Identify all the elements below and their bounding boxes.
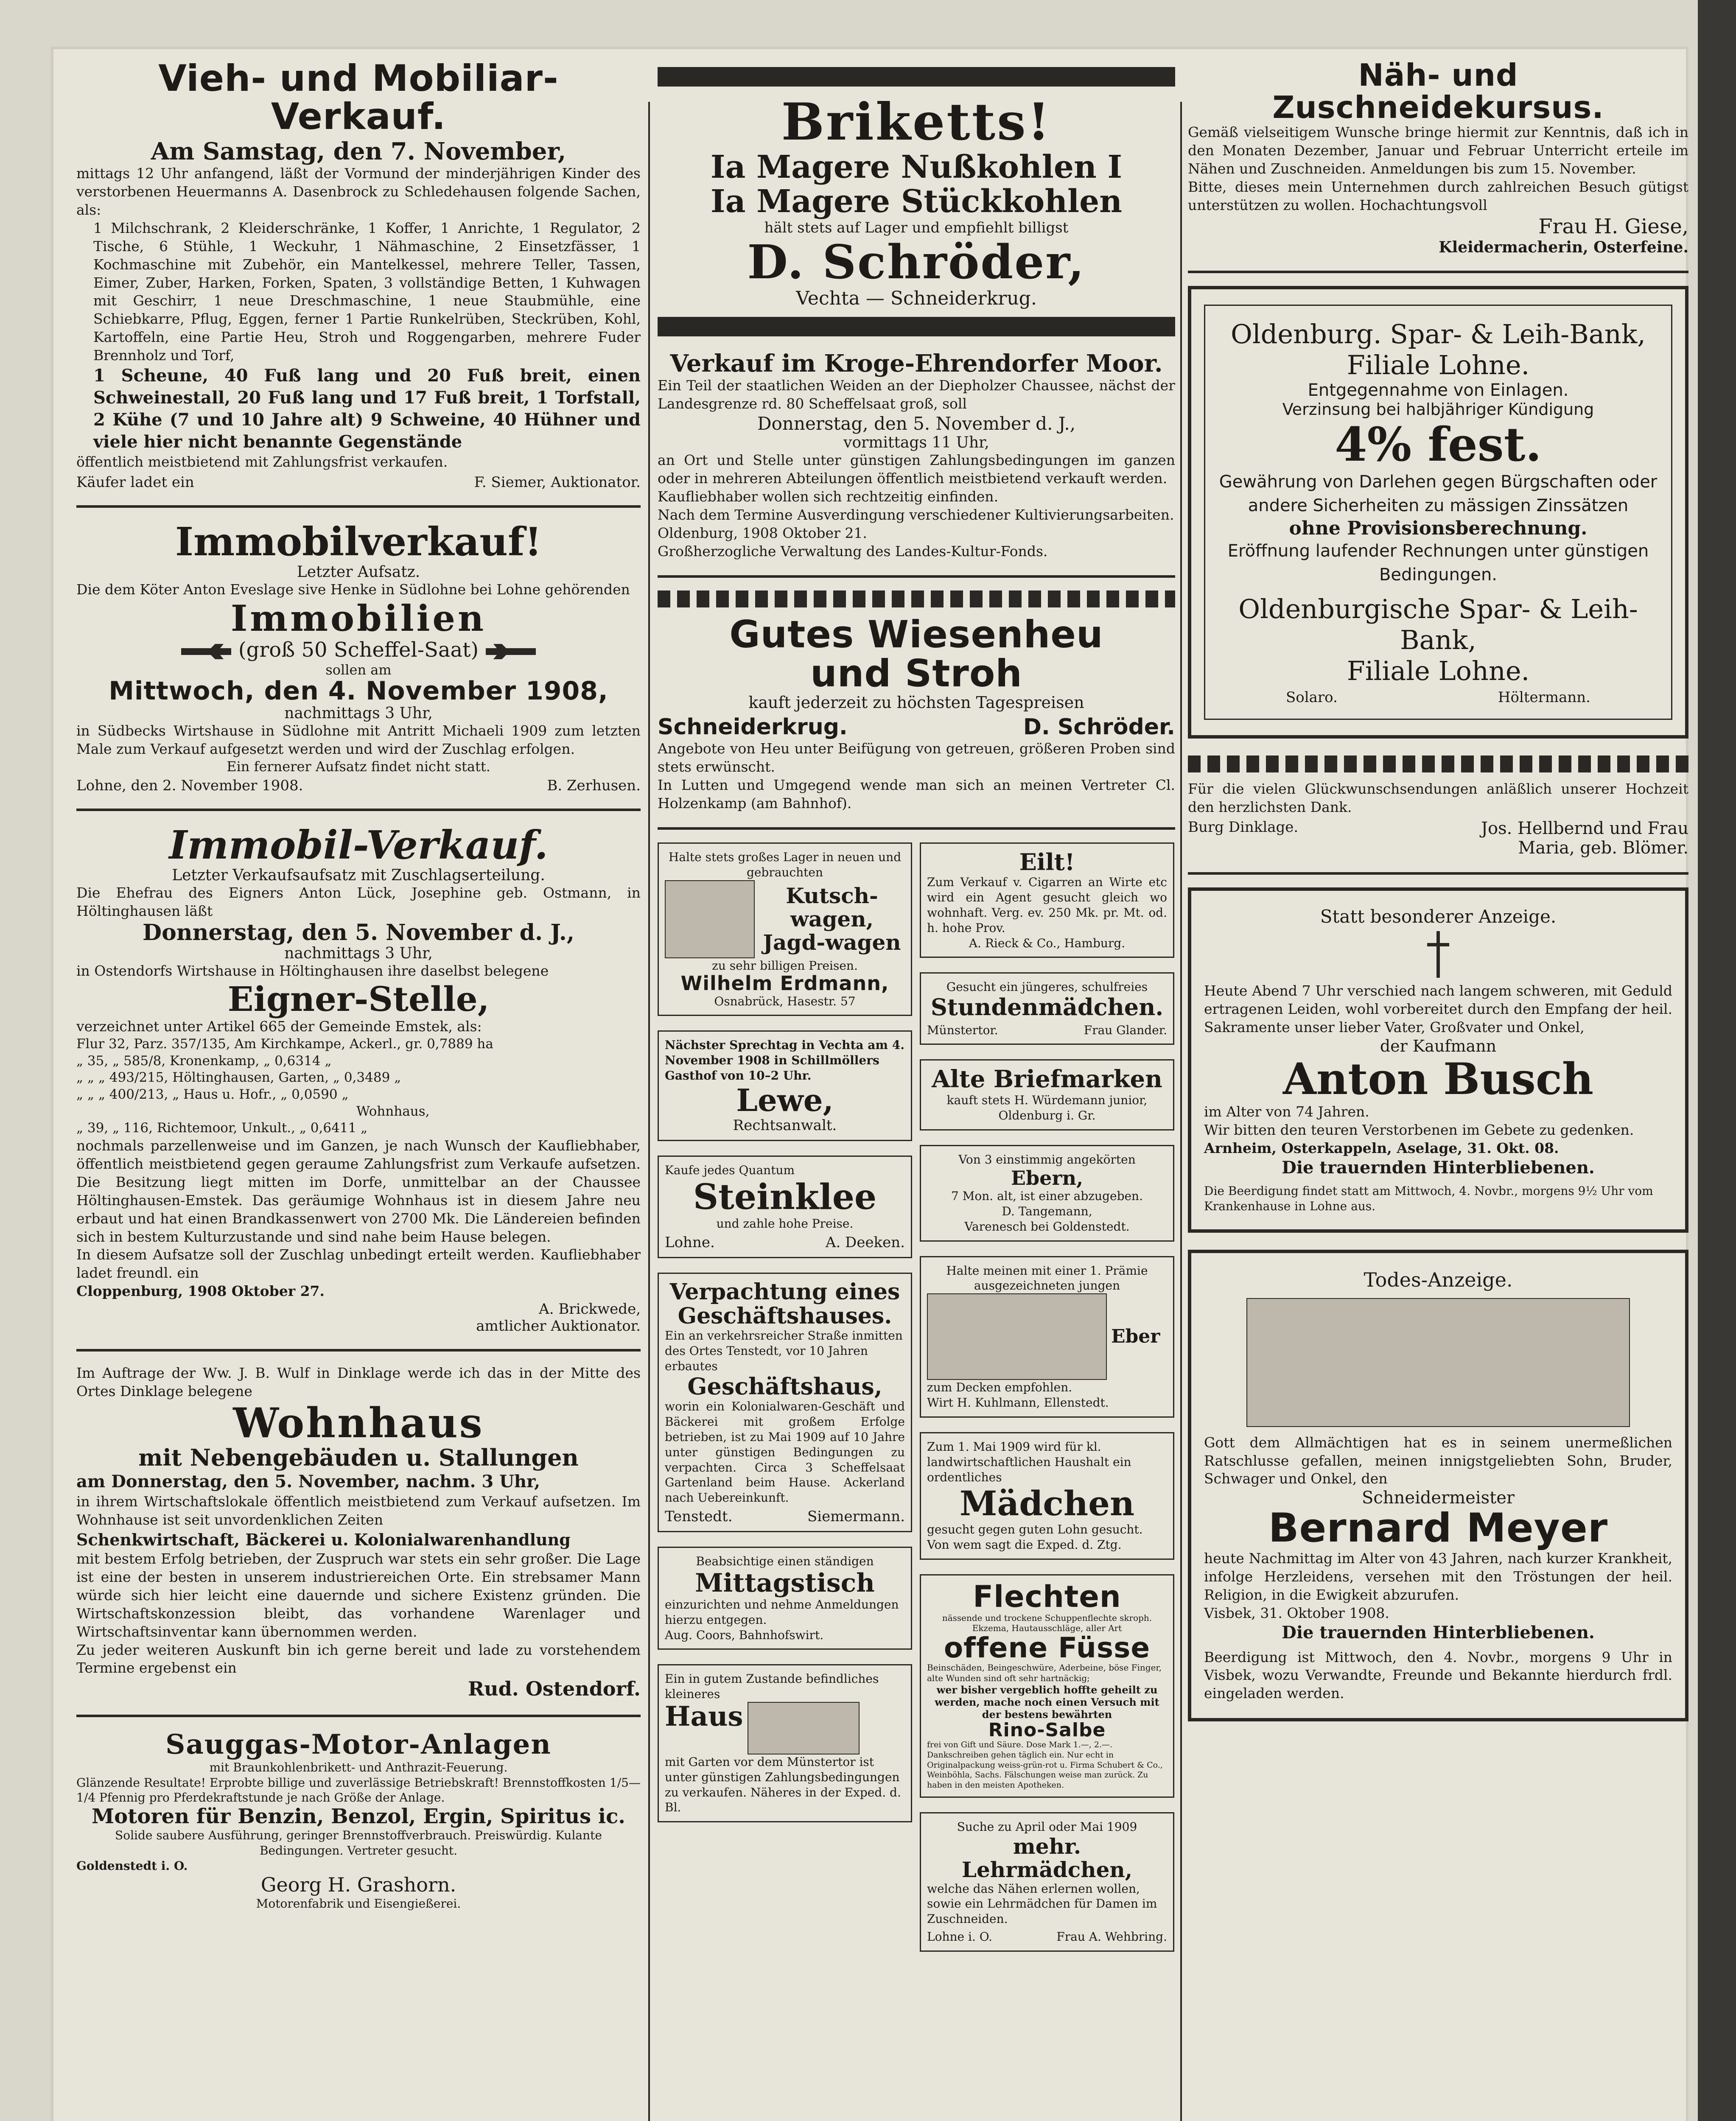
ad-l4: ohne Provisionsberechnung. (1289, 517, 1588, 539)
ad-title2: Filiale Lohne. (1347, 349, 1530, 381)
ad-title: Verkauf im Kroge-Ehrendorfer Moor. (670, 349, 1163, 378)
ad-sub: mit Braunkohlenbrikett- und Anthrazit-Feuerung. (209, 1760, 508, 1774)
ad-w2: Jagd-wagen (763, 930, 901, 955)
sig-right: Frau Glander. (1084, 1023, 1167, 1037)
ad-big: Steinklee (693, 1176, 877, 1217)
ad-place: Goldenstedt i. O. (76, 1858, 188, 1873)
sig-right: A. Deeken. (825, 1234, 905, 1251)
ad-title: Statt besonderer Anzeige. (1320, 906, 1557, 927)
ad-body2: wer bisher vergeblich hoffte geheilt zu werden, mache noch einen Versuch mit der bestens bewährten (935, 1683, 1159, 1721)
ad-price: zu sehr billigen Preisen. (712, 958, 858, 973)
divider (658, 827, 1175, 830)
ad-body: kauft stets H. Würdemann junior, Oldenburg i. Gr. (946, 1093, 1148, 1122)
ad-bernard-meyer (1188, 1250, 1688, 1722)
flur-list (76, 1036, 641, 1137)
ad-wohnhaus (76, 1364, 641, 1700)
ad-big: Ebern, (1011, 1166, 1084, 1189)
small-ads-grid (658, 842, 1175, 1966)
ad-signature: Die trauernden Hinterbliebenen. (1282, 1622, 1595, 1643)
ad-body: Für die vielen Glückwunschsendungen anläßlich unserer Hochzeit den herzlichsten Dank. (1188, 780, 1688, 815)
ad-eber (920, 1256, 1174, 1418)
ad-title2: und Stroh (810, 651, 1022, 695)
ad-line2: Ia Magere Stückkohlen (710, 183, 1123, 220)
divider (76, 505, 641, 508)
ad-signature: A. Rieck & Co., Hamburg. (969, 936, 1126, 950)
ad-spar-leih-bank (1188, 286, 1688, 739)
ad-body3: Die Beerdigung findet statt am Mittwoch, 4. Novbr., morgens 9½ Uhr vom Krankenhause in Lohne aus. (1204, 1184, 1653, 1213)
ad-body2: In Lutten und Umgegend wende man sich an meinen Vertreter Cl. Holzenkamp (am Bahnhof). (658, 777, 1175, 811)
ad-sub: hält stets auf Lager und empfiehlt billigst (764, 219, 1069, 236)
ad-big: Stundenmädchen. (930, 993, 1164, 1021)
ad-body: Zum 1. Mai 1909 wird für kl. landwirtschaftlichen Haushalt ein ordentliches (927, 1439, 1131, 1484)
ad-signature: D. Tangemann, (1002, 1204, 1092, 1218)
ad-l3: Gewährung von Darlehen gegen Bürgschaften oder andere Sicherheiten zu mässigen Zinssätzen (1219, 472, 1658, 515)
ad-place: Cloppenburg, 1908 Oktober 27. (76, 1283, 325, 1300)
ad-title: Eilt! (1019, 848, 1075, 876)
ad-big: Bernard Meyer (1268, 1505, 1608, 1552)
ad-body: mittags 12 Uhr anfangend, läßt der Vormund der minderjährigen Kinder des verstorbenen Heuermanns A. Dasenbrock zu Schledehausen folgende Sachen, als: (76, 165, 641, 218)
ad-body: Angebote von Heu unter Beifügung von getreuen, größeren Proben sind stets erwünscht. (658, 740, 1175, 775)
sig-left: Solaro. (1286, 688, 1338, 706)
ad-top: Beabsichtige einen ständigen (696, 1554, 874, 1569)
ad-body3: frei von Gift und Säure. Dose Mark 1.—, 2.—. Dankschreiben gehen täglich ein. Nur echt in Originalpackung weiss-grün-rot u. Firma Schubert & Co., Weinböhla, Sachs. Fälschungen weise man zurück. Zu haben in den meisten Apotheken. (927, 1740, 1163, 1790)
flur-row: Wohnhaus, (356, 1103, 430, 1119)
ad-signature2: Maria, geb. Blömer. (1518, 838, 1688, 858)
sig-right: Jos. Hellbernd und Frau (1481, 819, 1688, 839)
ad-time: nachmittags 3 Uhr, (284, 705, 433, 722)
column-1 (76, 59, 641, 2121)
divider (658, 575, 1175, 578)
small-ads-left (658, 842, 912, 1966)
ad-body2: welche das Nähen erlernen wollen, sowie ein Lehrmädchen für Damen im Zuschneiden. (927, 1881, 1157, 1926)
ad-body3: Kaufliebhaber wollen sich rechtzeitig einfinden. (658, 488, 999, 505)
divider (76, 1349, 641, 1352)
ad-haus (658, 1664, 912, 1822)
ad-stundenmaedchen (920, 972, 1174, 1045)
ad-body: Im Auftrage der Ww. J. B. Wulf in Dinklage werde ich das in der Mitte des Ortes Dinklage belegene (76, 1365, 641, 1399)
ad-body: und zahle hohe Preise. (716, 1217, 854, 1231)
sig-right: Frau A. Wehbring. (1056, 1930, 1167, 1944)
ad-items: 1 Milchschrank, 2 Kleiderschränke, 1 Koffer, 1 Anrichte, 1 Regulator, 2 Tische, 6 Stühle, 1 Weckuhr, 1 Nähmaschine, 2 Einsetzfässer, 1 Kochmaschine mit Zubehör, ein Mantelkessel, mehrere Teller, Tassen, Eimer, Zuber, Harken, Forken, Spaten, 3 vollständige Betten, 1 Kuhwagen mit Geschirr, 1 neue Dreschmaschine, 1 neue Staubmühle, eine Schiebkarre, Pflug, Eggen, ferner 1 Partie Runkelrüben, Steckrüben, Kohl, Kartoffeln, eine Partie Heu, Stroh und Roggengarben, mehrere Fuder Brennholz und Torf, (93, 219, 641, 364)
sig-right: B. Zerhusen. (547, 777, 641, 795)
house-image (748, 1702, 860, 1754)
ad-title: Vieh- und Mobiliar-Verkauf. (158, 59, 559, 138)
ad-big2: offene Füsse (944, 1631, 1151, 1664)
ad-signature-role: Motorenfabrik und Eisengießerei. (256, 1897, 461, 1911)
pointing-hand-right-icon (181, 642, 232, 661)
sig-role: amtlicher Auktionator. (476, 1318, 641, 1335)
ad-immobil-verkauf (76, 824, 641, 1335)
ad-kroge-moor (658, 351, 1175, 561)
sig-left: Käufer ladet ein (76, 473, 194, 491)
ad-l2: Verzinsung bei halbjähriger Kündigung (1282, 400, 1594, 419)
ad-big3: Rino-Salbe (988, 1719, 1106, 1741)
ad-date: Mittwoch, den 4. November 1908, (109, 676, 608, 706)
black-bar (658, 317, 1175, 336)
ad-body2: mit Garten vor dem Münstertor ist unter günstigen Zahlungsbedingungen zu verkaufen. Näheres in der Exped. d. Bl. (665, 1754, 901, 1815)
ad-anton-busch (1188, 887, 1688, 1232)
ad-place: Oldenburg, 1908 Oktober 21. (658, 524, 867, 541)
ad-briefmarken (920, 1059, 1174, 1130)
ad-body2: gesucht gegen guten Lohn gesucht. Von wem sagt die Exped. d. Ztg. (927, 1522, 1143, 1552)
ad-sub: der Kaufmann (1380, 1037, 1497, 1056)
divider (1188, 872, 1688, 875)
ad-footer1: Oldenburgische Spar- & Leih-Bank, (1238, 593, 1638, 655)
divider (1188, 271, 1688, 273)
ad-signature (76, 474, 641, 491)
ad-bold: Motoren für Benzin, Benzol, Ergin, Spiritus ic. (91, 1805, 626, 1829)
column-2 (658, 59, 1175, 2121)
ad-big: Mittagstisch (695, 1568, 875, 1598)
ad-signature: Frau H. Giese, (1538, 214, 1688, 238)
ad-title: Todes-Anzeige. (1364, 1268, 1513, 1291)
ad-body3: verzeichnet unter Artikel 665 der Gemeinde Emstek, als: (76, 1018, 482, 1035)
ad-sig-row (665, 1234, 905, 1251)
sig-right: F. Siemer, Auktionator. (474, 473, 641, 491)
ad-title: Immobil-Verkauf. (169, 822, 548, 868)
flur-row: „ 39, „ 116, Richtemoor, Unkult., „ 0,6411 „ (76, 1120, 368, 1136)
ad-body: zum Decken empfohlen. (927, 1380, 1072, 1395)
ad-signature: Georg H. Grashorn. (260, 1873, 456, 1897)
sig-right: Höltermann. (1498, 688, 1590, 706)
ad-hochzeitsdank (1188, 780, 1688, 858)
ad-lewe (658, 1030, 912, 1141)
ad-big: Immobilien (230, 597, 487, 639)
ad-signature: Großherzogliche Verwaltung des Landes-Kultur-Fonds. (658, 543, 1048, 560)
ad-big: Alte Briefmarken (932, 1065, 1162, 1094)
ad-body2: in ihrem Wirtschaftslokale öffentlich meistbietend zum Verkauf aufsetzen. Im Wohnhause ist seit unvordenklichen Zeiten (76, 1493, 641, 1528)
ad-signature: Die trauernden Hinterbliebenen. (1282, 1157, 1595, 1178)
ad-signature: Aug. Coors, Bahnhofswirt. (665, 1628, 824, 1642)
ad-body: Heute Abend 7 Uhr verschied nach langem schweren, mit Geduld ertragenen Leiden, wohl vorbereitet durch den Empfang der heil. Sakramente unser lieber Vater, Großvater und Onkel, (1204, 982, 1672, 1036)
ad-body: Glänzende Resultate! Erprobte billige und zuverlässige Betriebskraft! Brennstoffkosten 1/5—1/4 Pfennig pro Pferdekraftstunde je nach Größe der Anlage. (76, 1775, 641, 1805)
ad-signature: Wirt H. Kuhlmann, Ellenstedt. (927, 1396, 1109, 1410)
sig-right: D. Schröder. (1023, 714, 1175, 740)
ad-verpachtung (658, 1273, 912, 1532)
ad-body2: an Ort und Stelle unter günstigen Zahlungsbedingungen im ganzen oder in mehreren Abteilungen öffentlich meistbietend verkauft werden. (658, 452, 1175, 487)
sig-right: Siemermann. (807, 1508, 905, 1525)
ad-top: Kaufe jedes Quantum (665, 1163, 795, 1178)
ad-bold-items: 1 Scheune, 40 Fuß lang und 20 Fuß breit, einen Schweinestall, 20 Fuß lang und 17 Fuß breit, 1 Torfstall, 2 Kühe (7 und 10 Jahre alt) 9 Schweine, 40 Hühner und viele hier nicht benannte Gegenstände (93, 365, 641, 452)
ad-sig-row (927, 1929, 1167, 1945)
ad-body: Die Ehefrau des Eigners Anton Lück, Josephine geb. Ostmann, in Höltinghausen läßt (76, 884, 641, 920)
divider (76, 1715, 641, 1717)
ad-date: Donnerstag, den 5. November d. J., (757, 413, 1076, 434)
ad-age: im Alter von 74 Jahren. (1204, 1103, 1369, 1120)
ad-sig-row (658, 714, 1175, 740)
ad-eilt (920, 842, 1174, 958)
ad-steinklee (658, 1156, 912, 1258)
ad-title: Rechtsanwalt. (733, 1117, 837, 1134)
boar-image (927, 1293, 1107, 1380)
column-rule-2 (1180, 102, 1182, 2121)
ad-mittagstisch (658, 1547, 912, 1650)
ad-body2: 7 Mon. alt, ist einer abzugeben. (951, 1189, 1143, 1203)
ad-briketts (658, 67, 1175, 336)
flur-row: Flur 32, Parz. 357/135, Am Kirchkampe, Ackerl., gr. 0,7889 ha (76, 1036, 493, 1052)
ad-sub: Letzter Aufsatz. (297, 563, 420, 581)
ad-big: Eigner-Stelle, (227, 979, 490, 1019)
ad-vieh-mobiliar (76, 59, 641, 491)
ad-body3: mit bestem Erfolg betrieben, der Zuspruch war stets ein sehr großer. Die Lage ist eine der besten in unserem industriereichen Orte. Ein strebsamer Mann würde sich hier leicht eine dauernde und sichere Existenz gründen. Die Wirtschaftskonzession bleibt, das vorhandene Warenlager und Wirtschaftsinventar kann übernommen werden. (76, 1550, 641, 1640)
ad-top: Gesucht ein jüngeres, schulfreies (946, 980, 1148, 994)
ad-body2: Wir bitten den teuren Verstorbenen im Gebete zu gedenken. (1204, 1122, 1634, 1139)
ad-body2: Bitte, dieses mein Unternehmen durch zahlreichen Besuch gütigst unterstützen zu wollen. Hochachtungsvoll (1188, 178, 1688, 213)
ad-title: Briketts! (781, 92, 1052, 152)
ad-big: Anton Busch (1282, 1054, 1594, 1105)
ad-place: Arnheim, Osterkappeln, Aselage, 31. Okt. 08. (1204, 1140, 1559, 1157)
small-ads-right (920, 842, 1174, 1966)
scan-gutter (1698, 0, 1736, 2121)
flur-row: „ „ „ 493/215, Höltinghausen, Garten, „ 0,3489 „ (76, 1070, 401, 1086)
flur-row: „ 35, „ 585/8, Kronenkamp, „ 0,6314 „ (76, 1053, 332, 1069)
ad-body2: worin ein Kolonialwaren-Geschäft und Bäckerei mit großem Erfolge betrieben, ist zu Mai 1909 auf 10 Jahre unter günstigen Bedingungen zu verpachten. Circa 3 Scheffelsaat Gartenland beim Hause. Ackerland nach Uebereinkunft. (665, 1399, 905, 1505)
ad-body: Suche zu April oder Mai 1909 (957, 1819, 1137, 1834)
ad-body: Beinschäden, Beingeschwüre, Aderbeine, böse Finger, alte Wunden sind oft sehr hartnäckig; (927, 1662, 1162, 1683)
ad-big1: Flechten (973, 1579, 1121, 1615)
ad-sauggas (76, 1730, 641, 1911)
ad-big: mehr. Lehrmädchen, (961, 1833, 1133, 1882)
sig-left: Schneiderkrug. (658, 714, 848, 740)
ad-sub: Schneidermeister (1362, 1488, 1515, 1508)
ad-addr: Osnabrück, Hasestr. 57 (714, 994, 856, 1008)
ad-size-text: (groß 50 Scheffel-Saat) (238, 638, 479, 662)
ad-body2: Solide saubere Ausführung, geringer Brennstoffverbrauch. Preiswürdig. Kulante Bedingungen. Vertreter gesucht. (115, 1828, 602, 1858)
ad-signature: Rud. Ostendorf. (468, 1677, 641, 1701)
ad-name: Lewe, (736, 1082, 834, 1118)
ad-flechten (920, 1574, 1174, 1798)
ad-top: Halte stets großes Lager in neuen und gebrauchten (668, 850, 902, 879)
ad-wiesenheu (658, 590, 1175, 813)
sig-left: Burg Dinklage. (1188, 819, 1299, 836)
ad-lehrmaedchen (920, 1812, 1174, 1952)
ad-body: Nächster Sprechtag in Vechta am 4. November 1908 in Schillmöllers Gasthof von 10–2 Uhr. (665, 1038, 905, 1083)
ad-big: Haus (665, 1700, 743, 1732)
ad-title: Verpachtung eines Geschäftshauses. (669, 1279, 900, 1329)
ad-sub: mit Nebengebäuden u. Stallungen (138, 1444, 579, 1472)
ad-l5: Eröffnung laufender Rechnungen unter günstigen Bedingungen. (1227, 541, 1649, 585)
ad-body: Ein Teil der staatlichen Weiden an der Diepholzer Chaussee, nächst der Landesgrenze rd. 80 Scheffelsaat groß, soll (658, 377, 1175, 412)
ad-sig-row (1218, 689, 1658, 706)
ad-w1: Kutsch-wagen, (786, 883, 878, 932)
ad-place: Vechta — Schneiderkrug. (796, 287, 1037, 309)
sig-left: Lohne i. O. (927, 1930, 992, 1944)
ad-kutschwagen (658, 842, 912, 1016)
black-bar (658, 67, 1175, 87)
ad-name: Wilhelm Erdmann, (680, 972, 889, 995)
flur-row: „ „ „ 400/213, „ Haus u. Hofr., „ 0,0590 „ (76, 1087, 349, 1102)
ad-big: Wohnhaus (233, 1399, 484, 1447)
ad-date: am Donnerstag, den 5. November, nachm. 3 Uhr, (76, 1471, 540, 1491)
mourning-cross-image (1246, 1298, 1630, 1427)
ad-title: Näh- und Zuschneidekursus. (1272, 59, 1604, 125)
ad-line1: Ia Magere Nußkohlen I (710, 149, 1123, 185)
ad-signature (76, 1301, 641, 1335)
sig-name: A. Brickwede, (539, 1301, 641, 1318)
ad-sollen: sollen am (325, 662, 392, 678)
ad-naehkursus (1188, 59, 1688, 256)
ad-body3: Ein fernerer Aufsatz findet nicht statt. (227, 758, 490, 775)
column-3 (1188, 59, 1688, 2121)
sig-left: Lohne. (665, 1234, 715, 1251)
ad-time: nachmittags 3 Uhr, (284, 945, 433, 963)
ad-body3: Beerdigung ist Mittwoch, den 4. Novbr., morgens 9 Uhr in Visbek, wozu Verwandte, Freunde und Bekannte hierdurch frdl. eingeladen werden. (1204, 1648, 1672, 1702)
ad-big: Eber (1111, 1326, 1160, 1348)
ad-body4: Zu jeder weiteren Auskunft bin ich gerne bereit und lade zu vorstehendem Termine ergebenst ein (76, 1641, 641, 1676)
ad-footer2: Filiale Lohne. (1347, 655, 1530, 686)
ad-sub: Letzter Verkaufsaufsatz mit Zuschlagserteilung. (172, 867, 545, 884)
ad-signature2: Kleidermacherin, Osterfeine. (1439, 238, 1688, 256)
ad-title: Sauggas-Motor-Anlagen (165, 1729, 552, 1761)
cross-icon (1425, 931, 1451, 978)
ad-body: Von 3 einstimmig angekörten (958, 1152, 1136, 1167)
ad-bold: Schenkwirtschaft, Bäckerei u. Kolonialwarenhandlung (76, 1530, 571, 1549)
ad-title1: Oldenburg. Spar- & Leih-Bank, (1231, 318, 1646, 350)
ad-title1: Gutes Wiesenheu (729, 612, 1103, 656)
ad-body: Ein an verkehrsreicher Straße inmitten des Ortes Tenstedt, vor 10 Jahren erbautes (665, 1329, 903, 1373)
ad-maedchen (920, 1432, 1174, 1560)
ad-sig-row (1188, 819, 1688, 838)
ad-size (76, 638, 641, 662)
decorative-band (658, 590, 1175, 607)
ad-body: Ein in gutem Zustande befindliches kleineres (665, 1672, 879, 1701)
pointing-hand-left-icon (485, 642, 536, 661)
divider (76, 809, 641, 811)
ad-body: Gemäß vielseitigem Wunsche bringe hiermit zur Kenntnis, daß ich in den Monaten Dezember, Januar und Februar Unterricht erteile im Nähen und Zuschneiden. Anmeldungen bis zum 15. November. (1188, 124, 1688, 177)
ad-small: nässende und trockene Schuppenflechte skroph. Ekzema, Hautausschläge, aller Art (942, 1612, 1152, 1633)
ad-sig-row (927, 1023, 1167, 1038)
ad-body2: in Südbecks Wirtshause in Südlohne mit Antritt Michaeli 1909 zum letzten Male zum Verkauf aufgesetzt werden und wird der Zuschlag erfolgen. (76, 722, 641, 758)
ad-date: Donnerstag, den 5. November d. J., (143, 920, 574, 946)
ad-body4: nochmals parzellenweise und im Ganzen, je nach Wunsch der Kaufliebhaber, öffentlich meistbietend gegen geraume Zahlungsfrist zum Verkaufe aufsetzen. Die Besitzung liegt mitten im Dorfe, unmittelbar an der Chaussee Höltinghausen-Emstek. Das geräumige Wohnhaus ist in diesem Jahre neu erbaut und hat einen Brandkassenwert von 2700 Mk. Die Ländereien befinden sich in bestem Kulturzustande und sind nahe beim Hause belegen. (76, 1137, 641, 1245)
ad-l1: Entgegennahme von Einlagen. (1308, 380, 1569, 400)
ad-body: Gott dem Allmächtigen hat es in seinem unermeßlichen Ratschlusse gefallen, meinen innigstgeliebten Sohn, Bruder, Schwager und Onkel, den (1204, 1434, 1672, 1487)
ad-big: Geschäftshaus, (687, 1372, 882, 1400)
sig-left: Tenstedt. (665, 1508, 733, 1525)
column-rule-1 (648, 102, 650, 2121)
ad-place: Visbek, 31. Oktober 1908. (1204, 1604, 1389, 1621)
ad-body: einzurichten und nehme Anmeldungen hierzu entgegen. (665, 1597, 899, 1627)
ad-ebern (920, 1145, 1174, 1242)
ad-title: Immobilverkauf! (175, 518, 542, 565)
ad-body: Die dem Köter Anton Eveslage sive Henke in Südlohne bei Lohne gehörenden (76, 581, 630, 598)
ad-body2: heute Nachmittag im Alter von 43 Jahren, nach kurzer Krankheit, infolge Herzleidens, versehen mit den Tröstungen der heil. Religion, in die Ewigkeit abzurufen. (1204, 1550, 1672, 1603)
ad-signature2: Varenesch bei Goldenstedt. (964, 1219, 1130, 1234)
ad-big: Mädchen (959, 1483, 1135, 1524)
ad-date: Am Samstag, den 7. November, (151, 137, 566, 165)
ad-name: D. Schröder, (747, 234, 1086, 289)
ad-immobilverkauf (76, 520, 641, 794)
ad-sub: kauft jederzeit zu höchsten Tagespreisen (748, 693, 1084, 712)
ad-sig-row (665, 1508, 905, 1525)
sig-left: Lohne, den 2. November 1908. (76, 777, 303, 795)
ad-body: Zum Verkauf v. Cigarren an Wirte etc wird ein Agent gesucht gleich wo wohnhaft. Verg. ev. 250 Mk. pr. Mt. od. h. hohe Prov. (927, 875, 1167, 935)
ad-signature (76, 777, 641, 794)
ad-time: vormittags 11 Uhr, (843, 434, 989, 452)
ad-body2: in Ostendorfs Wirtshause in Höltinghausen ihre daselbst belegene (76, 963, 549, 979)
ad-end: öffentlich meistbietend mit Zahlungsfrist verkaufen. (76, 453, 448, 470)
ad-body5: In diesem Aufsatze soll der Zuschlag unbedingt erteilt werden. Kaufliebhaber ladet freundl. ein (76, 1246, 641, 1282)
ad-big: 4% fest. (1335, 417, 1542, 472)
ad-body4: Nach dem Termine Ausverdingung verschiedener Kultivierungsarbeiten. (658, 506, 1174, 523)
decorative-band (1188, 756, 1688, 772)
ad-top: Halte meinen mit einer 1. Prämie ausgezeichneten jungen (946, 1263, 1148, 1293)
sig-left: Münstertor. (927, 1023, 998, 1037)
carriage-image (665, 880, 755, 958)
